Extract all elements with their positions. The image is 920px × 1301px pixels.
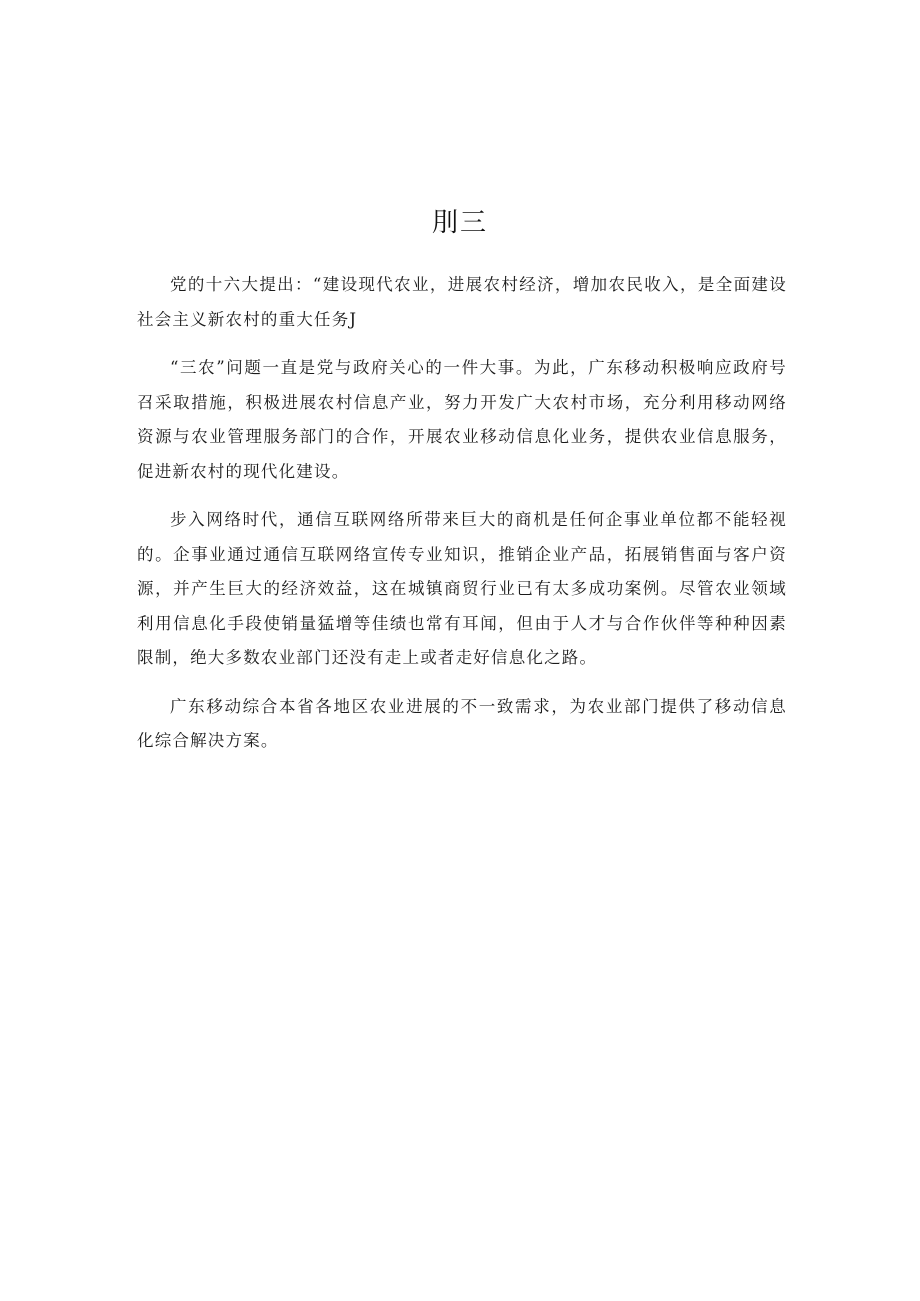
paragraph-2: “三农”问题一直是党与政府关心的一件大事。为此，广东移动积极响应政府号召采取措施，积极进展农村信息产业，努力开发广大农村市场，充分利用移动网络资源与农业管理服务部门的合作，开展农业移动信息化业务，提供农业信息服务，促进新农村的现代化建设。 — [137, 358, 787, 481]
paragraph-1: 党的十六大提出：“建设现代农业，进展农村经济，增加农民收入，是全面建设社会主义新农村的重大任务J — [137, 275, 787, 329]
paragraph-4: 广东移动综合本省各地区农业进展的不一致需求，为农业部门提供了移动信息化综合解决方案。 — [137, 696, 787, 750]
paragraph-3: 步入网络时代，通信互联网络所带来巨大的商机是任何企事业单位都不能轻视的。企事业通过通信互联网络宣传专业知识，推销企业产品，拓展销售面与客户资源，并产生巨大的经济效益，这在城镇商贸行业已有太多成功案例。尽管农业领域利用信息化手段使销量猛增等佳绩也常有耳闻，但由于人才与合作伙伴等种种因素限制，绝大多数农业部门还没有走上或者走好信息化之路。 — [137, 510, 787, 667]
page-title: 刖三 — [431, 208, 488, 238]
document-body — [137, 268, 787, 773]
